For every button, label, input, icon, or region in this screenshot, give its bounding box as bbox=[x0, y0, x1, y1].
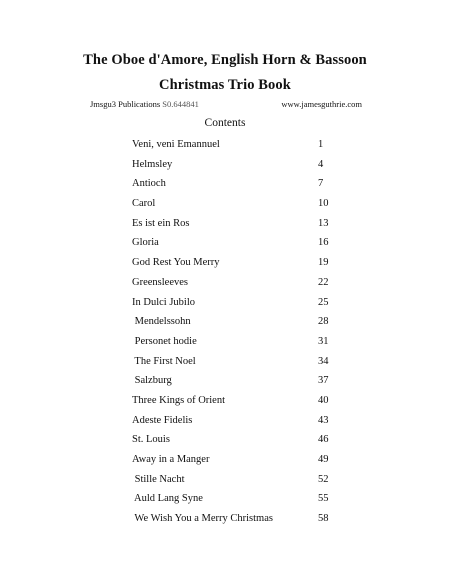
toc-entry bbox=[132, 293, 342, 313]
toc-entry-page: 55 bbox=[318, 493, 329, 505]
toc-entry-page: 31 bbox=[318, 335, 329, 347]
toc-entry bbox=[132, 233, 342, 253]
toc-entry-title: Veni, veni Emannuel bbox=[132, 139, 220, 150]
toc-entry-title: Greensleeves bbox=[132, 276, 188, 288]
toc-entry-page: 16 bbox=[318, 237, 329, 249]
toc-entry-title: Personet hodie bbox=[132, 335, 197, 347]
toc-entry-page: 28 bbox=[318, 316, 329, 328]
toc-entry-page: 4 bbox=[318, 158, 324, 170]
toc-entry-page: 19 bbox=[318, 257, 329, 269]
publisher-row bbox=[90, 99, 362, 113]
toc-entry-page: 22 bbox=[318, 276, 329, 288]
table-of-contents bbox=[132, 135, 342, 529]
toc-entry-title: Es ist ein Ros bbox=[132, 217, 190, 229]
publisher-info bbox=[90, 99, 199, 109]
toc-entry-page: 1 bbox=[318, 139, 324, 150]
toc-entry bbox=[132, 371, 342, 391]
toc-entry bbox=[132, 174, 342, 194]
toc-entry-title: Adeste Fidelis bbox=[132, 414, 193, 426]
toc-entry bbox=[132, 391, 342, 411]
toc-entry-title: Stille Nacht bbox=[132, 473, 185, 485]
toc-entry bbox=[132, 155, 342, 175]
toc-entry-title: St. Louis bbox=[132, 434, 170, 446]
toc-entry-title: Helmsley bbox=[132, 158, 173, 170]
toc-entry-page: 37 bbox=[318, 375, 329, 387]
toc-entry bbox=[132, 312, 342, 332]
toc-entry-page: 7 bbox=[318, 178, 324, 190]
toc-entry bbox=[132, 332, 342, 352]
toc-entry-title: We Wish You a Merry Christmas bbox=[132, 513, 273, 525]
toc-entry bbox=[132, 352, 342, 372]
toc-entry-title: The First Noel bbox=[132, 355, 196, 367]
toc-entry-title: Away in a Manger bbox=[132, 454, 210, 465]
toc-entry-page: 10 bbox=[318, 198, 329, 210]
toc-entry bbox=[132, 214, 342, 234]
toc-entry bbox=[132, 430, 342, 450]
toc-entry-title: Carol bbox=[132, 198, 156, 210]
toc-entry bbox=[132, 135, 342, 155]
toc-entry-title: Mendelssohn bbox=[132, 316, 191, 328]
toc-entry bbox=[132, 509, 342, 529]
toc-entry bbox=[132, 489, 342, 509]
toc-entry bbox=[132, 253, 342, 273]
toc-entry-title: Antioch bbox=[132, 178, 166, 190]
toc-entry bbox=[132, 450, 342, 470]
contents-heading: Contents bbox=[204, 117, 246, 129]
toc-entry-title: Salzburg bbox=[132, 375, 172, 387]
catalog-code: S0.644841 bbox=[162, 99, 199, 109]
book-subtitle: Christmas Trio Book bbox=[159, 77, 291, 93]
toc-entry-title: Gloria bbox=[132, 237, 159, 249]
toc-entry-page: 25 bbox=[318, 296, 329, 308]
toc-entry-title: In Dulci Jubilo bbox=[132, 296, 195, 308]
toc-entry-page: 46 bbox=[318, 434, 329, 446]
toc-entry bbox=[132, 194, 342, 214]
book-title: The Oboe d'Amore, English Horn & Bassoon bbox=[83, 52, 367, 68]
toc-entry-title: Three Kings of Orient bbox=[132, 394, 226, 406]
toc-entry-page: 43 bbox=[318, 414, 329, 426]
toc-entry-page: 49 bbox=[318, 454, 329, 465]
publisher-website: www.jamesguthrie.com bbox=[281, 99, 362, 109]
publisher-name: Jmsgu3 Publications bbox=[90, 99, 161, 109]
toc-entry-page: 58 bbox=[318, 513, 329, 525]
toc-entry-page: 40 bbox=[318, 394, 329, 406]
toc-entry-page: 34 bbox=[318, 355, 329, 367]
toc-entry-page: 13 bbox=[318, 217, 329, 229]
toc-entry-title: God Rest You Merry bbox=[132, 257, 220, 269]
toc-entry-title: Auld Lang Syne bbox=[132, 493, 203, 505]
toc-entry bbox=[132, 273, 342, 293]
toc-entry bbox=[132, 470, 342, 490]
toc-entry-page: 52 bbox=[318, 473, 329, 485]
toc-entry bbox=[132, 411, 342, 431]
